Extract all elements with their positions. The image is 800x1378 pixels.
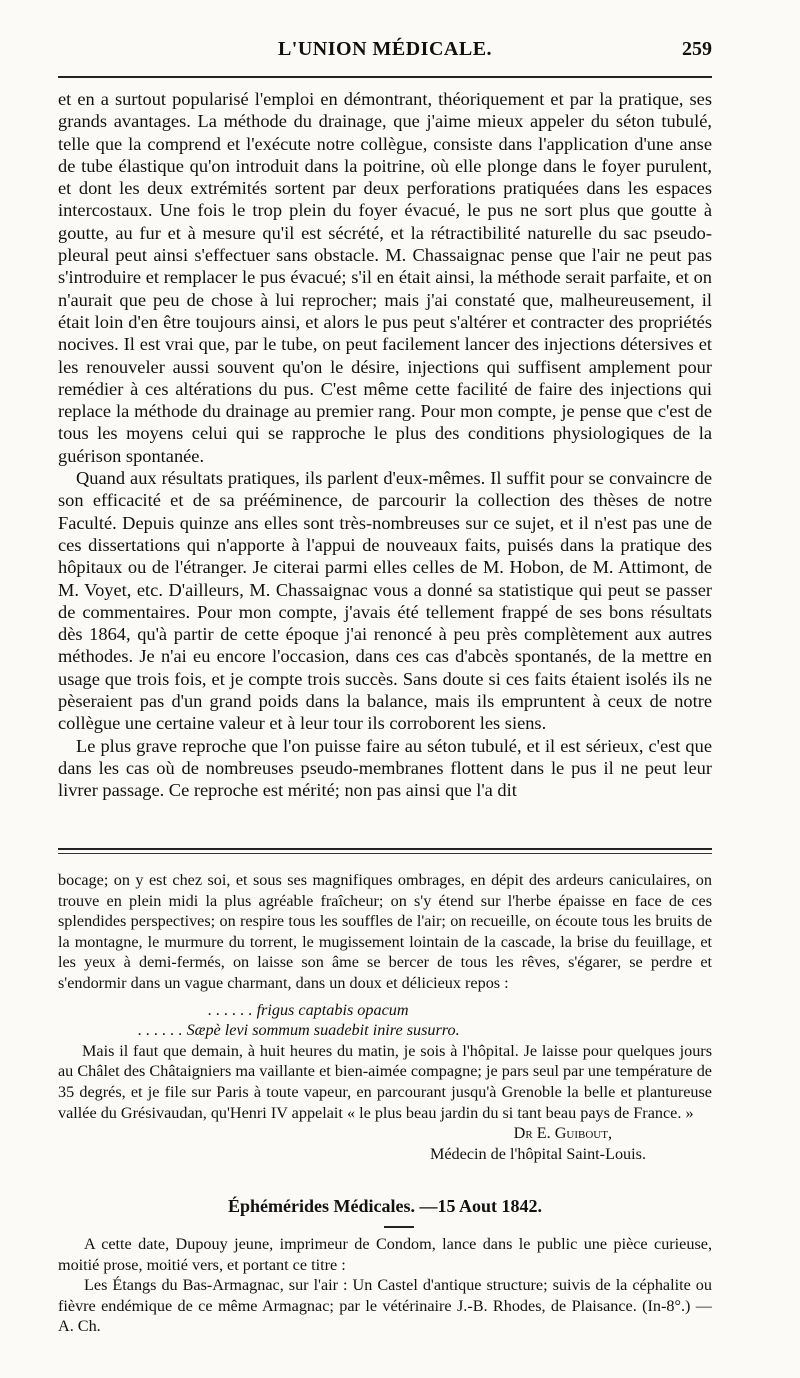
header-rule xyxy=(58,76,712,78)
signature-name: Dr E. Guibout, xyxy=(513,1124,612,1143)
signature xyxy=(58,1123,712,1164)
running-title: L'UNION MÉDICALE. xyxy=(277,38,493,60)
ephemerides-paragraph-2: Les Étangs du Bas-Armagnac, sur l'air : Un Castel d'antique structure; suivis de la céphalite ou fièvre endémique de ce même Armagnac; par le vétérinaire J.-B. Rhodes, de Plaisance. (In-8°.) — A. Ch. xyxy=(58,1276,712,1336)
feuilleton-paragraph-1: bocage; on y est chez soi, et sous ses magnifiques ombrages, en dépit des ardeurs caniculaires, on trouve en plein midi la plus agréable fraîcheur; on s'y étend sur l'herbe épaisse en face de ces splendides perspectives; on respire tous les souffles de l'air; on recueille, on écoute tous les bruits de la montagne, le murmure du torrent, le mugissement lointain de la cascade, la brise du feuillage, et les yeux à demi-fermés, on laisse son âme se bercer de tous les rêves, s'égarer, se perdre et s'endormir dans un vague charmant, dans un doux et délicieux repos : xyxy=(58,871,712,992)
main-paragraph-2: Quand aux résultats pratiques, ils parlent d'eux-mêmes. Il suffit pour se convaincre de son efficacité et de sa prééminence, de parcourir la collection des thèses de notre Faculté. Depuis quinze ans elles sont très-nombreuses sur ce sujet, et il n'est pas une de ces dissertations qui n'apporte à l'appui de nouveaux faits, puisés dans la pratique des hôpitaux ou de l'étranger. Je citerai parmi elles celles de M. Hobon, de M. Attimont, de M. Voyet, etc. D'ailleurs, M. Chassaignac vous a donné sa statistique qui peut se passer de commentaires. Pour mon compte, j'avais été tellement frappé de ses bons résultats dès 1864, qu'à partir de cette époque j'ai renoncé à peu près complètement aux autres méthodes. Je n'ai eu encore l'occasion, dans ces cas d'abcès spontanés, de la mettre en usage que trois fois, et je compte trois succès. Sans doute si ces faits étaient isolés ils ne pèseraient pas d'un grand poids dans la balance, mais ils empruntent à ceux de notre collègue une certaine valeur et à leur tour ils corroborent les siens. xyxy=(58,468,712,734)
main-paragraph-1: et en a surtout popularisé l'emploi en démontrant, théoriquement et par la pratique, ses grands avantages. La méthode du drainage, que j'aime mieux appeler du séton tubulé, telle que la comprend et l'exécute notre collègue, consiste dans l'application d'une anse de tube élastique qu'on introduit dans la poitrine, où elle plonge dans le foyer purulent, et dont les deux extrémités sortent par deux perforations pratiquées dans les espaces intercostaux. Une fois le trop plein du foyer évacué, le pus ne sort plus que goutte à goutte, au fur et à mesure qu'il est sécrété, et la rétractibilité naturelle du sac pseudo-pleural peut ainsi s'effectuer sans obstacle. M. Chassaignac pense que l'air ne peut pas s'introduire et remplacer le pus évacué; s'il en était ainsi, la méthode serait parfaite, et on n'aurait que peu de chose à lui reprocher; mais j'ai constaté que, malheureusement, il était loin d'en être toujours ainsi, et alors le pus peut s'altérer et contracter des propriétés nocives. Il est vrai que, par le tube, on peut facilement lancer des injections détersives et les renouveler aussi souvent qu'on le désire, injections qui suffisent amplement pour remédier à ces altérations du pus. C'est même cette facilité de faire des injections qui replace la méthode du drainage au premier rang. Pour mon compte, je pense que c'est de tous les moyens celui qui se rapproche le plus des conditions physiologiques de la guérison spontanée. xyxy=(58,89,712,466)
feuilleton-paragraph-2: Mais il faut que demain, à huit heures du matin, je sois à l'hôpital. Je laisse pour quelques jours au Châlet des Châtaigniers ma vaillante et bien-aimée compagne; je pars seul par une température de 35 degrés, et je file sur Paris à toute vapeur, en parcourant jusqu'à Grenoble la belle et plantureuse vallée du Grésivaudan, qu'Henri IV appelait « le plus beau jardin du si tant beau pays de France. » xyxy=(58,1041,712,1122)
verse-line-2: . . . . . . Sæpè levi sommum suadebit inire susurro. xyxy=(138,1021,460,1040)
footnote-separator-thick xyxy=(58,848,712,850)
footnote-separator-thin xyxy=(58,853,712,854)
page-number: 259 xyxy=(682,38,712,60)
page-header xyxy=(58,34,712,70)
signature-title: Médecin de l'hôpital Saint-Louis. xyxy=(429,1144,646,1163)
main-paragraph-3: Le plus grave reproche que l'on puisse faire au séton tubulé, et il est sérieux, c'est que dans les cas où de nombreuses pseudo-membranes flottent dans le pus il ne peut leur livrer passage. Ce reproche est mérité; non pas ainsi que l'a dit xyxy=(58,735,712,801)
ephemerides-title: Éphémérides Médicales. —15 Aout 1842. xyxy=(228,1196,542,1216)
ephemerides-paragraph-1: A cette date, Dupouy jeune, imprimeur de Condom, lance dans le public une pièce curieuse, moitié prose, moitié vers, et portant ce titre : xyxy=(58,1235,712,1274)
main-text xyxy=(58,88,712,802)
verse-line-1: . . . . . . frigus captabis opacum xyxy=(208,1000,409,1019)
feuilleton-text xyxy=(58,870,712,1164)
ephemerides-text xyxy=(58,1234,712,1337)
latin-verse xyxy=(58,1000,712,1041)
ephemerides-rule xyxy=(384,1226,414,1228)
